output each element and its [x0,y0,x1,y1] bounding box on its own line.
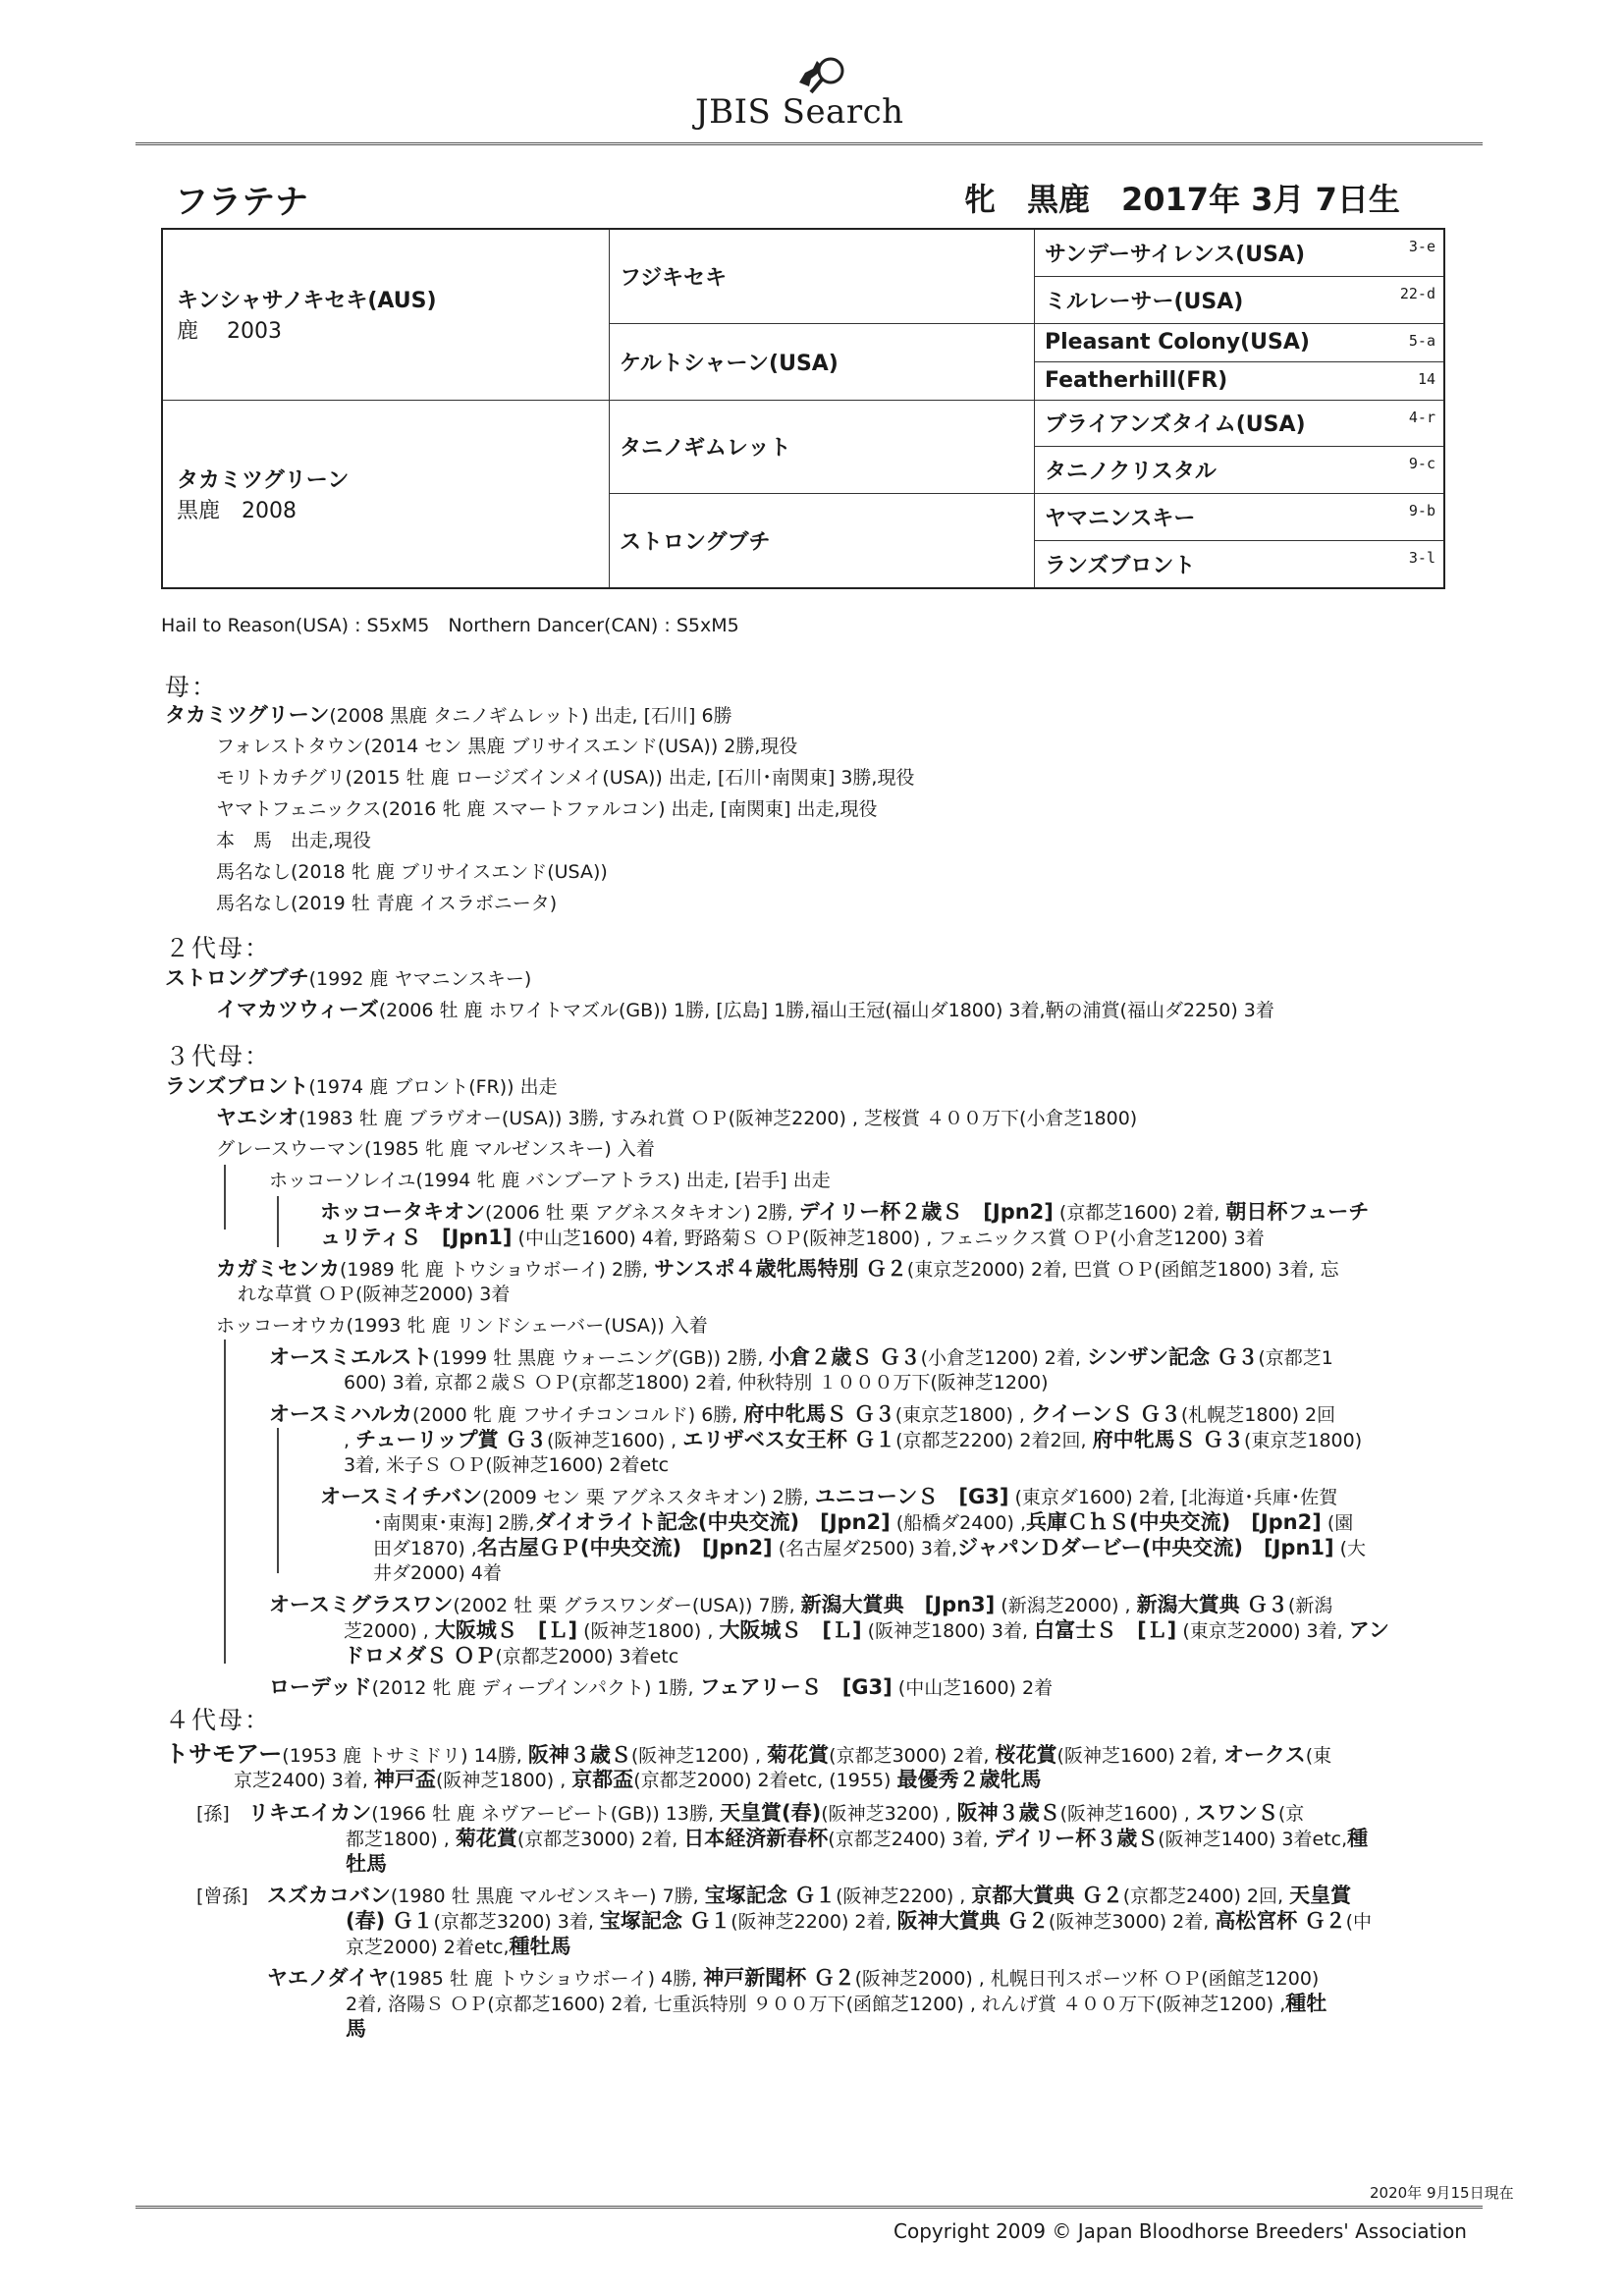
gen3-cell [1035,323,1445,361]
family-line: グレースウーマン(1985 牝 鹿 マルゼンスキー) 入着 [216,1138,655,1160]
family-number: 9-c [1408,455,1435,473]
family-line: ヤマトフェニックス(2016 牝 鹿 スマートファルコン) 出走, [南関東] 出走,現役 [216,798,878,820]
section-gen4: ４代母： [165,1706,272,1734]
horse-magnifier-icon [791,53,850,98]
lineage-bar [277,1196,279,1247]
family-line: ホッコーオウカ(1993 牝 鹿 リンドシェーバー(USA)) 入着 [216,1315,708,1337]
family-number: 3-l [1408,548,1435,567]
family-line: ストロングブチ(1992 鹿 ヤマニンスキー) [165,966,532,990]
horse-info: 牝 黒鹿 2017年 3月 7日生 [964,181,1400,218]
sire-cell [162,229,610,400]
section-dam: 母： [165,673,219,701]
family-line: 馬名なし(2019 牡 青鹿 イスラボニータ) [216,893,558,914]
sire-sire: フジキセキ [610,229,1035,323]
family-line: ュリティＳ [Jpn1] (中山芝1600) 4着, 野路菊Ｓ ＯＰ(阪神芝1800) , フェニックス賞 ＯＰ(小倉芝1200) 3着 [320,1226,1265,1249]
family-line: 牡馬 [346,1852,387,1876]
horse-name: フラテナ [175,183,308,222]
family-line: (春) Ｇ１(京都芝3200) 3着, 宝塚記念 Ｇ１(阪神芝2200) 2着, 阪神大賞典 Ｇ２(阪神芝3000) 2着, 高松宮杯 Ｇ２(中 [346,1909,1373,1933]
gen3-name: Pleasant Colony(USA) [1045,330,1310,355]
gen3-cell [1035,361,1445,400]
gen3-name: サンデーサイレンス(USA) [1045,243,1305,268]
sire-dam: ケルトシャーン(USA) [610,323,1035,400]
family-line: オースミグラスワン(2002 牡 栗 グラスワンダー(USA)) 7勝, 新潟大賞典 [Jpn3] (新潟芝2000) , 新潟大賞典 Ｇ３(新潟 [269,1593,1333,1616]
family-number: 3-e [1408,238,1435,255]
family-line: オースミハルカ(2000 牝 鹿 フサイチコンコルド) 6勝, 府中牝馬Ｓ Ｇ３(東京芝1800) , クイーンＳ Ｇ３(札幌芝1800) 2回 [269,1402,1336,1426]
family-line: ヤエノダイヤ(1985 牡 鹿 トウショウボーイ) 4勝, 神戸新聞杯 Ｇ２(阪神芝2000) , 札幌日刊スポーツ杯 ＯＰ(函館芝1200) [267,1966,1320,1990]
sire-detail: 鹿 2003 [177,319,282,345]
family-line: ドロメダＳ ＯＰ(京都芝2000) 3着etc [344,1644,679,1667]
family-line: 馬名なし(2018 牝 鹿 ブリサイスエンド(USA)) [216,861,608,883]
gen3-name: ランズブロント [1045,553,1196,578]
family-line: 芝2000) , 大阪城Ｓ [Ｌ] (阪神芝1800) , 大阪城Ｓ [Ｌ] (阪神芝1800) 3着, 白富士Ｓ [Ｌ] (東京芝2000) 3着, アン [344,1618,1389,1642]
family-line: ･南関東･東海] 2勝,ダイオライト記念(中央交流) [Jpn2] (船橋ダ2400) ,兵庫ＣｈＳ(中央交流) [Jpn2] (園 [373,1510,1354,1534]
gen3-name: Featherhill(FR) [1045,368,1228,394]
family-number: 9-b [1408,502,1435,520]
family-line: カガミセンカ(1989 牝 鹿 トウショウボーイ) 2勝, サンスポ４歳牝馬特別 Ｇ２(東京芝2000) 2着, 巴賞 ＯＰ(函館芝1800) 3着, 忘 [216,1257,1339,1281]
family-line: 本 馬 出走,現役 [216,830,372,851]
family-line: モリトカチグリ(2015 牡 鹿 ロージズインメイ(USA)) 出走, [石川･南関東] 3勝,現役 [216,767,915,789]
gen3-cell [1035,540,1445,588]
pedigree-table [161,228,1445,589]
family-number: 14 [1417,369,1435,388]
footer-rule [135,2206,1483,2209]
family-line: 600) 3着, 京都２歳Ｓ ＯＰ(京都芝1800) 2着, 仲秋特別 １０００万下(阪神芝1200) [344,1372,1049,1394]
family-line: フォレストタウン(2014 セン 黒鹿 ブリサイスエンド(USA)) 2勝,現役 [216,736,798,757]
header-rule [135,142,1483,145]
family-line: [曾孫] スズカコバン(1980 牡 黒鹿 マルゼンスキー) 7勝, 宝塚記念 Ｇ１(阪神芝2200) , 京都大賞典 Ｇ２(京都芝2400) 2回, 天皇賞 [196,1884,1352,1907]
family-line: 井ダ2000) 4着 [373,1562,502,1584]
family-line: [孫] リキエイカン(1966 牡 鹿 ネヴアービート(GB)) 13勝, 天皇賞(春)(阪神芝3200) , 阪神３歳Ｓ(阪神芝1600) , スワンＳ(京 [196,1801,1305,1825]
gen3-cell [1035,229,1445,277]
family-line: 馬 [346,2017,366,2041]
dam-cell [162,400,610,588]
gen3-name: ミルレーサー(USA) [1045,289,1244,314]
family-line: ホッコータキオン(2006 牡 栗 アグネスタキオン) 2勝, デイリー杯２歳Ｓ [Jpn2] (京都芝1600) 2着, 朝日杯フューチ [320,1200,1370,1224]
section-gen3: ３代母： [165,1042,272,1070]
dam-sire: タニノギムレット [610,400,1035,494]
family-line: トサモアー(1953 鹿 トサミドリ) 14勝, 阪神３歳Ｓ(阪神芝1200) , 菊花賞(京都芝3000) 2着, 桜花賞(阪神芝1600) 2着, オークス(東 [165,1740,1332,1768]
gen3-name: ブライアンズタイム(USA) [1045,412,1306,438]
family-line: 3着, 米子Ｓ ＯＰ(阪神芝1600) 2着etc [344,1454,670,1476]
lineage-bar [277,1428,279,1573]
gen3-cell [1035,447,1445,494]
family-line: , チューリップ賞 Ｇ３(阪神芝1600) , エリザベス女王杯 Ｇ１(京都芝2200) 2着2回, 府中牝馬Ｓ Ｇ３(東京芝1800) [344,1428,1363,1451]
family-line: ローデッド(2012 牝 鹿 ディープインパクト) 1勝, フェアリーＳ [G3] (中山芝1600) 2着 [269,1675,1054,1699]
inbreeding-note: Hail to Reason(USA) : S5xM5 Northern Dancer(CAN) : S5xM5 [161,615,739,636]
gen3-name: ヤマニンスキー [1045,506,1196,531]
dam-detail: 黒鹿 2008 [177,498,297,523]
gen3-cell [1035,400,1445,447]
logo-text: JBIS Search [695,92,904,132]
gen3-cell [1035,277,1445,324]
family-line: タカミツグリーン(2008 黒鹿 タニノギムレット) 出走, [石川] 6勝 [165,703,732,727]
family-number: 22-d [1399,285,1435,303]
family-number: 4-r [1408,408,1435,426]
family-line: オースミイチバン(2009 セン 栗 アグネスタキオン) 2勝, ユニコーンＳ [G3] (東京ダ1600) 2着, [北海道･兵庫･佐賀 [320,1485,1338,1508]
family-line: 2着, 洛陽Ｓ ＯＰ(京都芝1600) 2着, 七重浜特別 ９００万下(函館芝1200) , れんげ賞 ４００万下(阪神芝1200) ,種牡 [346,1992,1327,2015]
family-line: オースミエルスト(1999 牡 黒鹿 ウォーニング(GB)) 2勝, 小倉２歳Ｓ Ｇ３(小倉芝1200) 2着, シンザン記念 Ｇ３(京都芝1 [269,1345,1333,1369]
family-line: ヤエシオ(1983 牡 鹿 ブラヴオー(USA)) 3勝, すみれ賞 ＯＰ(阪神芝2200) , 芝桜賞 ４００万下(小倉芝1800) [216,1106,1138,1129]
family-line: れな草賞 ＯＰ(阪神芝2000) 3着 [238,1284,511,1305]
gen3-cell [1035,494,1445,541]
family-number: 5-a [1408,331,1435,350]
family-line: ランズブロント(1974 鹿 ブロント(FR)) 出走 [165,1074,558,1098]
dam-dam: ストロングブチ [610,494,1035,588]
section-gen2: ２代母： [165,934,272,962]
gen3-name: タニノクリスタル [1045,460,1217,485]
dam-name: タカミツグリーン [177,467,350,493]
family-line: ホッコーソレイユ(1994 牝 鹿 バンブーアトラス) 出走, [岩手] 出走 [269,1170,831,1191]
lineage-bar [224,1339,226,1664]
copyright: Copyright 2009 © Japan Bloodhorse Breeders' Association [893,2219,1467,2243]
family-line: 京芝2000) 2着etc,種牡馬 [346,1935,571,1958]
sire-name: キンシャサノキセキ(AUS) [177,289,437,314]
family-line: 京芝2400) 3着, 神戸盃(阪神芝1800) , 京都盃(京都芝2000) 2着etc, (1955) 最優秀２歳牝馬 [234,1768,1042,1791]
family-line: イマカツウィーズ(2006 牡 鹿 ホワイトマズル(GB)) 1勝, [広島] 1勝,福山王冠(福山ダ1800) 3着,鞆の浦賞(福山ダ2250) 3着 [216,998,1274,1021]
lineage-bar [224,1165,226,1230]
as-of-date: 2020年 9月15日現在 [1370,2184,1514,2202]
family-line: 都芝1800) , 菊花賞(京都芝3000) 2着, 日本経済新春杯(京都芝2400) 3着, デイリー杯３歳Ｓ(阪神芝1400) 3着etc,種 [346,1827,1369,1850]
jbis-logo [695,86,931,137]
family-line: 田ダ1870) ,名古屋ＧＰ(中央交流) [Jpn2] (名古屋ダ2500) 3着,ジャパンＤダービー(中央交流) [Jpn1] (大 [373,1536,1367,1559]
